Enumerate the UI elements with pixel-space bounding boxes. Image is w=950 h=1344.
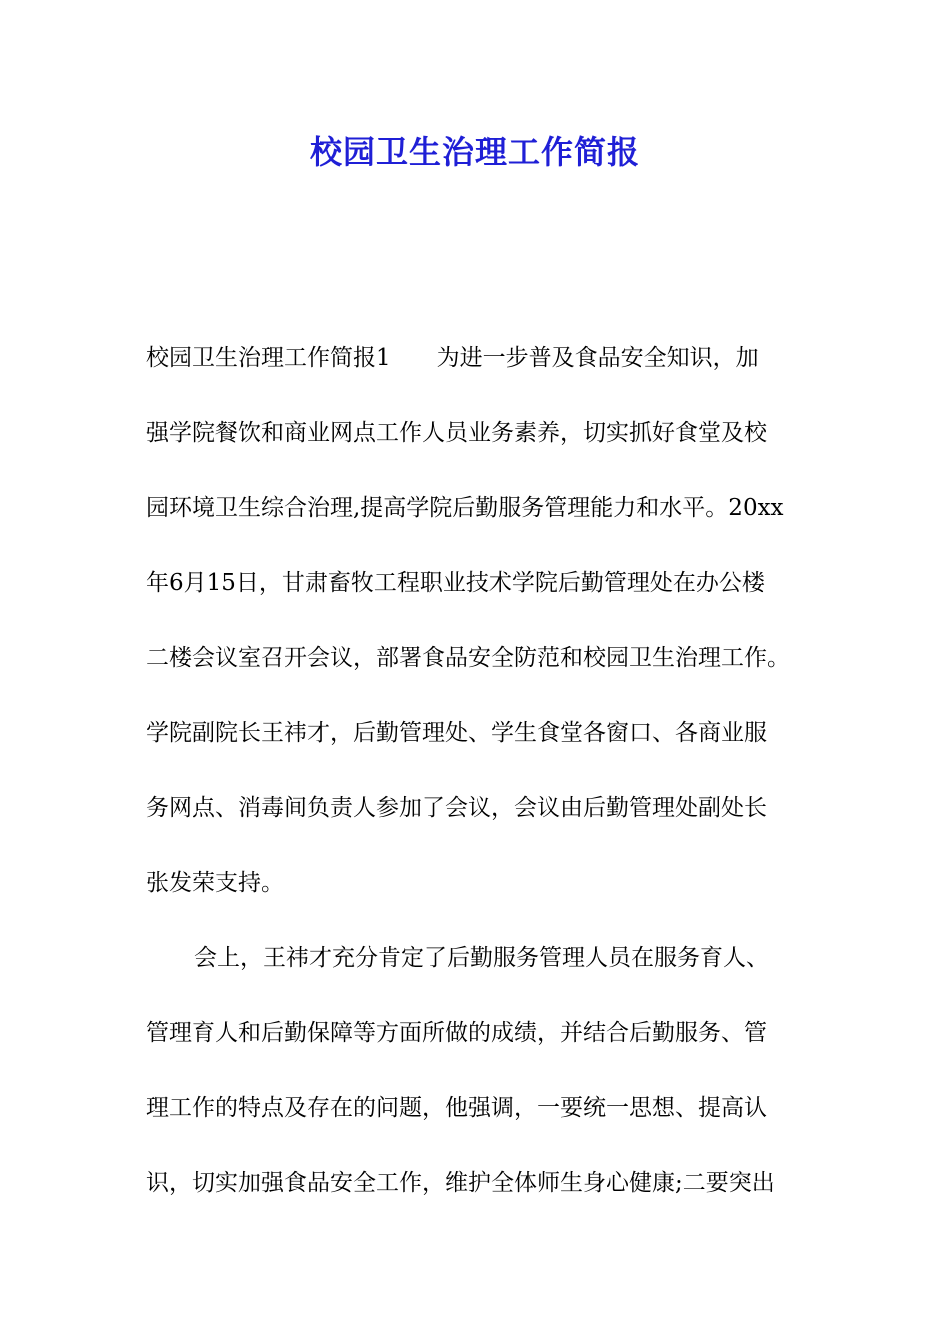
text-line: 园环境卫生综合治理,提高学院后勤服务管理能力和水平。20xx <box>146 495 784 521</box>
text-line: 管理育人和后勤保障等方面所做的成绩，并结合后勤服务、管 <box>146 1020 767 1046</box>
text-line: 二楼会议室召开会议，部署食品安全防范和校园卫生治理工作。 <box>146 645 790 671</box>
text-line: 会上，王祎才充分肯定了后勤服务管理人员在服务育人、 <box>194 945 769 971</box>
text-line: 张发荣支持。 <box>146 870 284 896</box>
text-line: 年6月15日，甘肃畜牧工程职业技术学院后勤管理处在办公楼 <box>146 570 765 596</box>
text-line: 识，切实加强食品安全工作，维护全体师生身心健康;二要突出 <box>146 1170 775 1196</box>
text-line: 学院副院长王祎才，后勤管理处、学生食堂各窗口、各商业服 <box>146 720 767 746</box>
document-title: 校园卫生治理工作简报 <box>309 133 640 171</box>
text-line: 强学院餐饮和商业网点工作人员业务素养，切实抓好食堂及校 <box>146 420 767 446</box>
text-line: 校园卫生治理工作简报1 为进一步普及食品安全知识，加 <box>146 345 759 371</box>
text-line: 务网点、消毒间负责人参加了会议，会议由后勤管理处副处长 <box>146 795 767 821</box>
text-line: 理工作的特点及存在的问题，他强调，一要统一思想、提高认 <box>146 1095 767 1121</box>
